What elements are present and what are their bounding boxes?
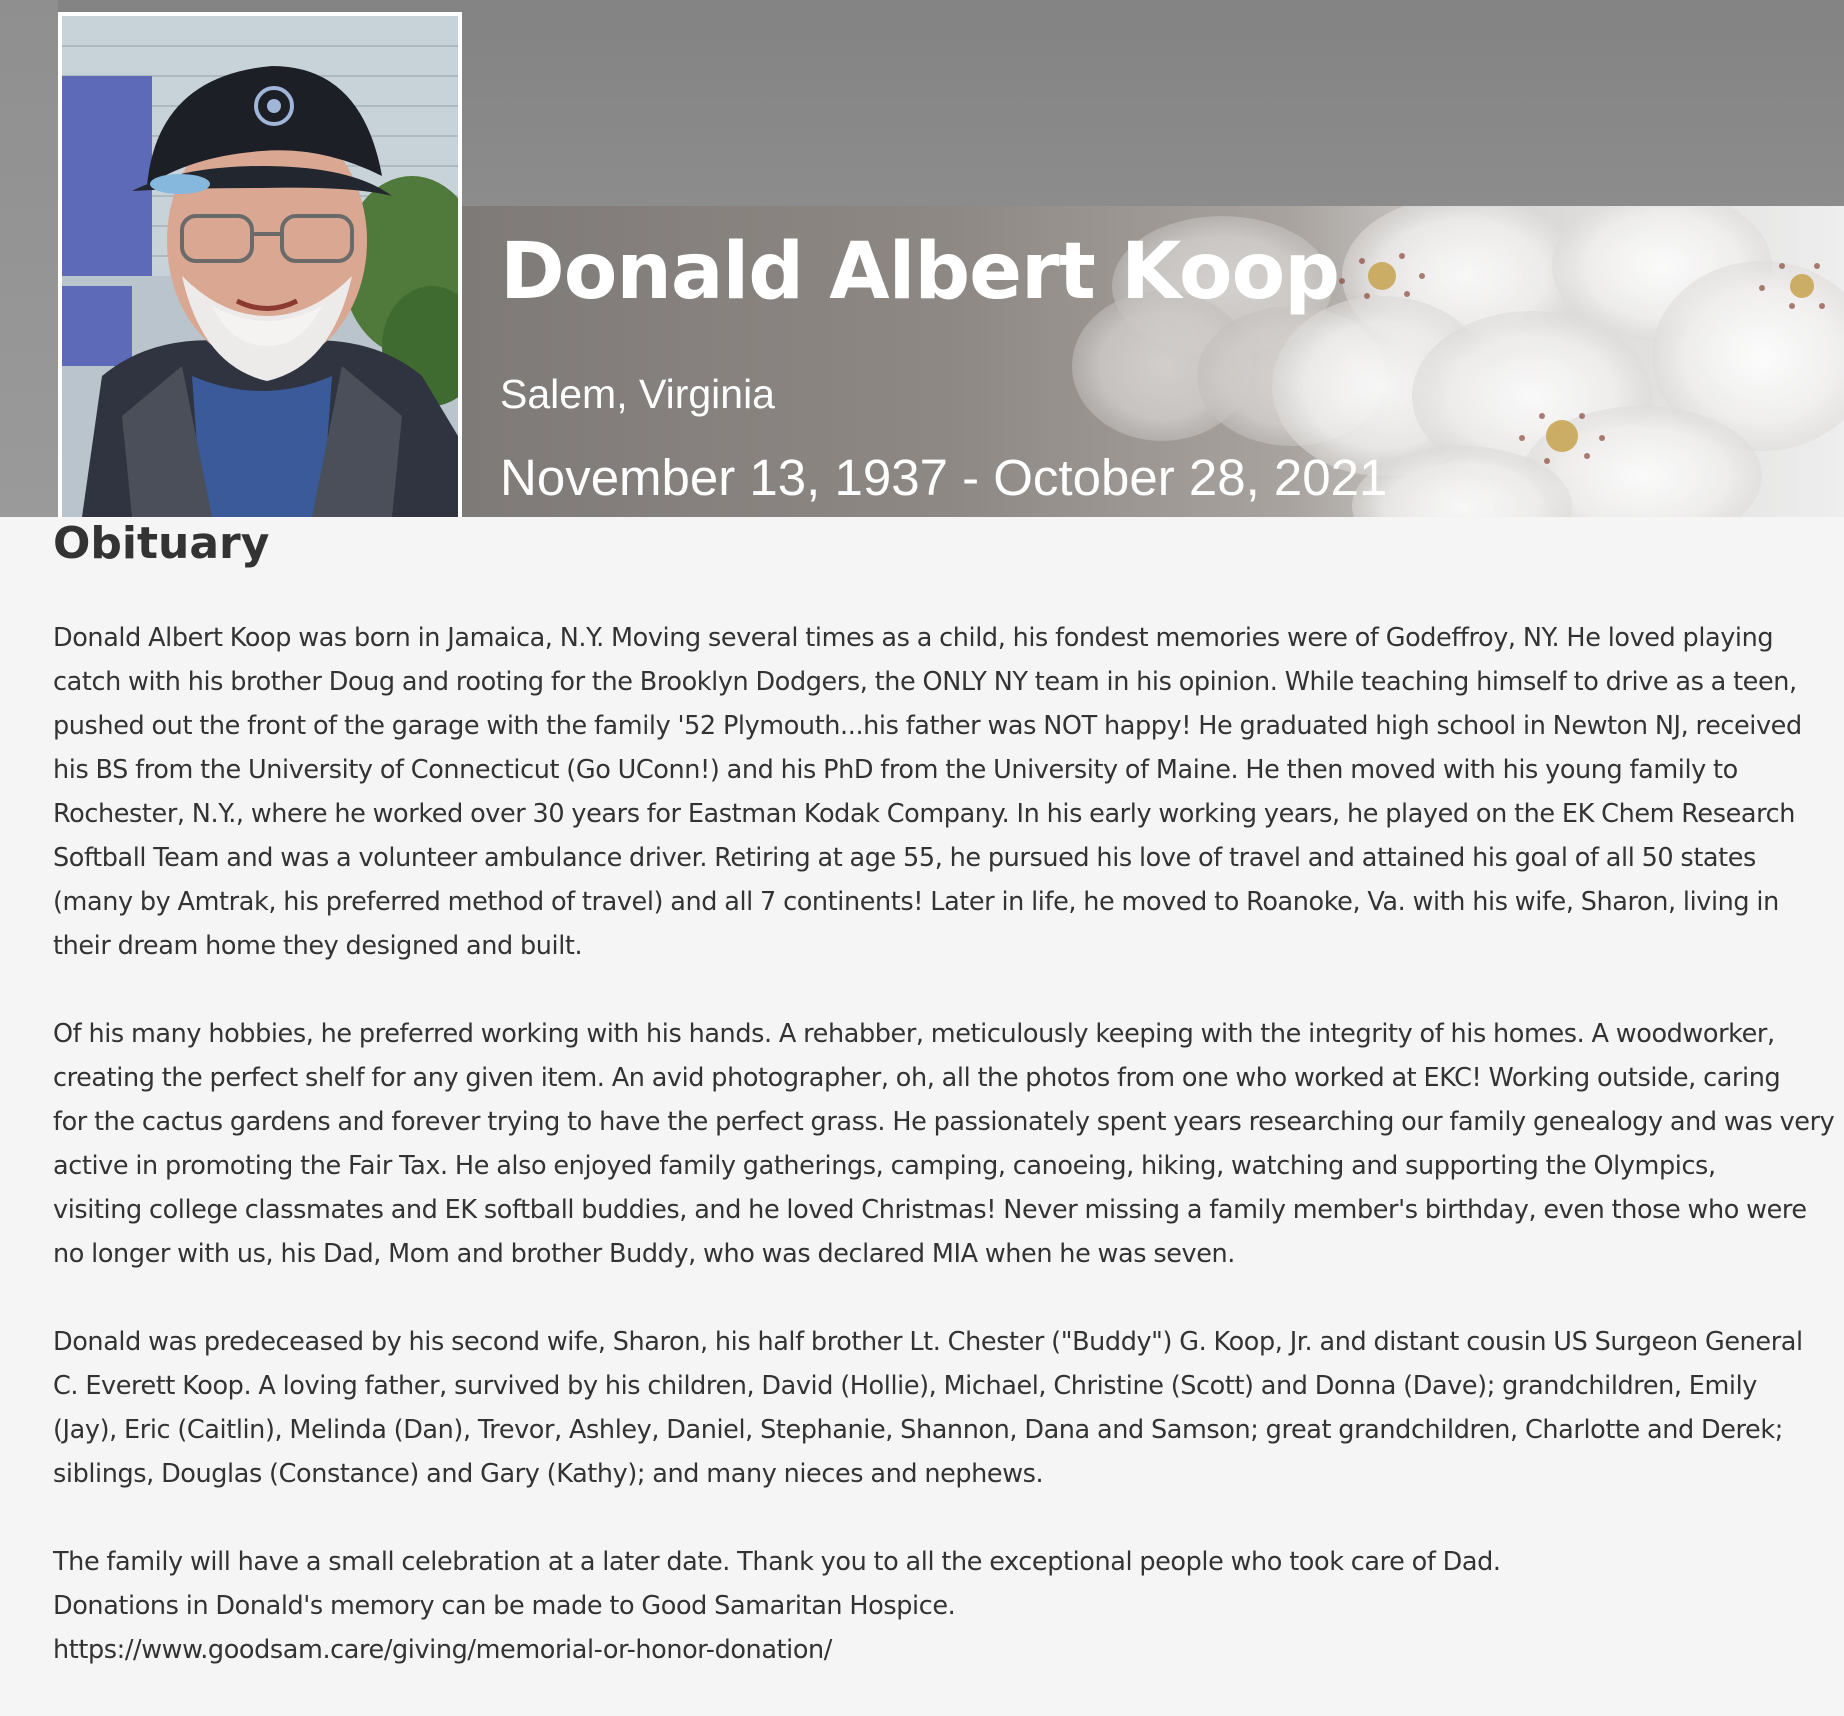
deceased-location: Salem, Virginia [500,371,775,417]
banner-left-strip [0,0,58,517]
obituary-line: pushed out the front of the garage with the family '52 Plymouth...his father was NOT happy! He graduated high school in Newton NJ, received [53,711,1802,741]
obituary-text [53,616,1839,1716]
obituary-paragraph-4 [53,1540,1839,1672]
obituary-line: (many by Amtrak, his preferred method of travel) and all 7 continents! Later in life, he moved to Roanoke, Va. with his wife, Sharon, living in [53,887,1779,917]
obituary-line: active in promoting the Fair Tax. He also enjoyed family gatherings, camping, canoeing, hiking, watching and supporting the Olympics, [53,1151,1716,1181]
obituary-line: their dream home they designed and built. [53,931,583,961]
obituary-line: siblings, Douglas (Constance) and Gary (Kathy); and many nieces and nephews. [53,1459,1044,1489]
life-dates: November 13, 1937 - October 28, 2021 [500,449,1388,506]
obituary-line: Of his many hobbies, he preferred working with his hands. A rehabber, meticulously keeping with the integrity of his homes. A woodworker, [53,1019,1775,1049]
donation-link[interactable]: https://www.goodsam.care/giving/memorial-or-honor-donation/ [53,1635,832,1665]
obituary-line: his BS from the University of Connecticut (Go UConn!) and his PhD from the University of Maine. He then moved with his young family to [53,755,1738,785]
obituary-line: Rochester, N.Y., where he worked over 30 years for Eastman Kodak Company. In his early working years, he played on the EK Chem Research [53,799,1796,829]
obituary-line: Donations in Donald's memory can be made to Good Samaritan Hospice. [53,1591,956,1621]
obituary-paragraph-3 [53,1320,1839,1496]
obituary-line: The family will have a small celebration at a later date. Thank you to all the exceptional people who took care of Dad. [53,1547,1501,1577]
obituary-line: creating the perfect shelf for any given item. An avid photographer, oh, all the photos from one who worked at EKC! Working outside, caring [53,1063,1781,1093]
obituary-paragraph-1 [53,616,1839,968]
obituary-line: visiting college classmates and EK softball buddies, and he loved Christmas! Never missing a family member's birthday, even those who were [53,1195,1807,1225]
portrait-photo [62,16,458,517]
obituary-line: (Jay), Eric (Caitlin), Melinda (Dan), Trevor, Ashley, Daniel, Stephanie, Shannon, Dana and Samson; great grandchildren, Charlotte and Derek; [53,1415,1783,1445]
deceased-name: Donald Albert Koop [500,227,1340,317]
obituary-paragraph-2 [53,1012,1839,1276]
obituary-heading: Obituary [53,518,270,569]
portrait-photo-frame [58,12,462,517]
obituary-line: Donald was predeceased by his second wife, Sharon, his half brother Lt. Chester ("Buddy") G. Koop, Jr. and distant cousin US Surgeon General [53,1327,1803,1357]
obituary-line: Donald Albert Koop was born in Jamaica, N.Y. Moving several times as a child, his fondest memories were of Godeffroy, NY. He loved playing [53,623,1774,653]
obituary-line: for the cactus gardens and forever trying to have the perfect grass. He passionately spent years researching our family genealogy and was very [53,1107,1835,1137]
obituary-header-banner [0,0,1844,517]
obituary-line: Softball Team and was a volunteer ambulance driver. Retiring at age 55, he pursued his love of travel and attained his goal of all 50 states [53,843,1756,873]
obituary-line: catch with his brother Doug and rooting for the Brooklyn Dodgers, the ONLY NY team in his opinion. While teaching himself to drive as a teen, [53,667,1797,697]
obituary-line: C. Everett Koop. A loving father, survived by his children, David (Hollie), Michael, Christine (Scott) and Donna (Dave); grandchildren, Emily [53,1371,1757,1401]
obituary-line: no longer with us, his Dad, Mom and brother Buddy, who was declared MIA when he was seven. [53,1239,1235,1269]
